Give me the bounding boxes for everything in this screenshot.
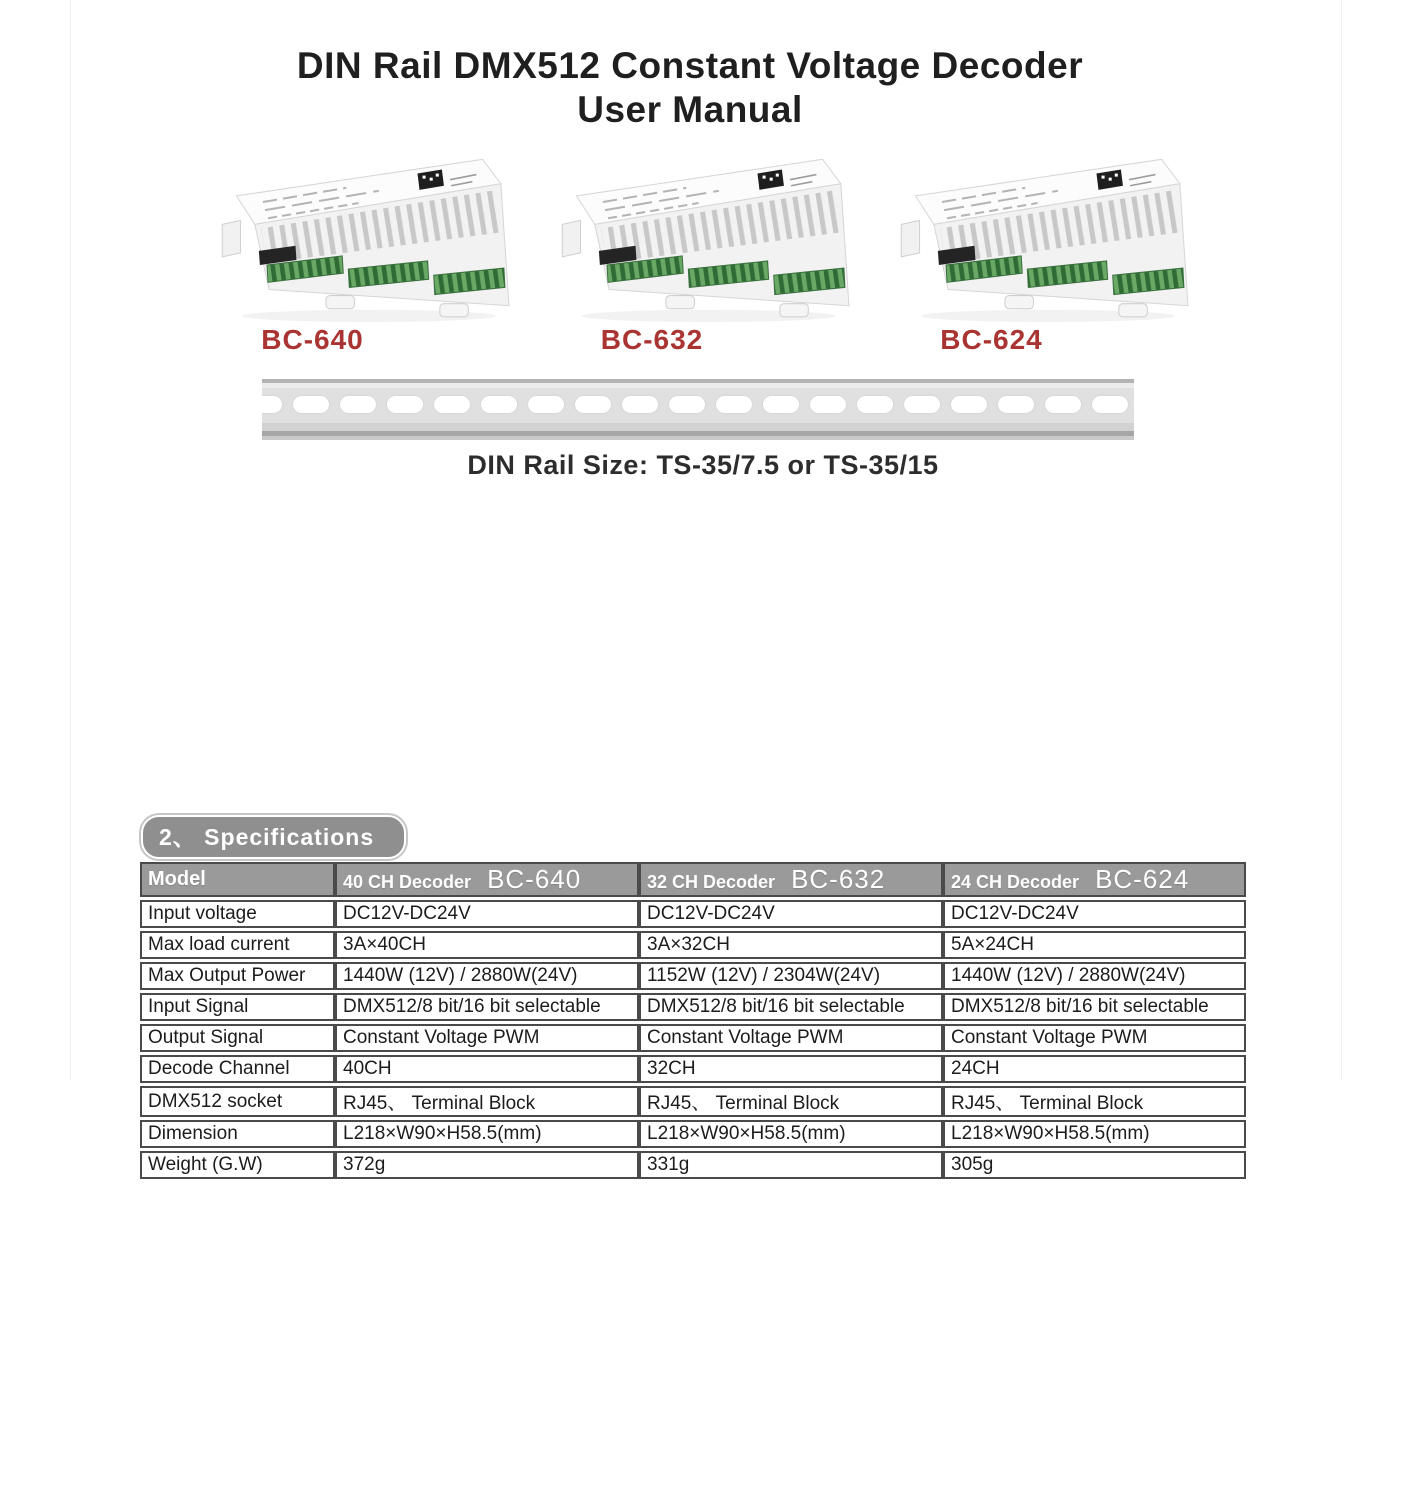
spec-cell: RJ45、 Terminal Block xyxy=(943,1086,1246,1117)
spec-table-body xyxy=(140,900,1246,1179)
spec-cell: Constant Voltage PWM xyxy=(943,1024,1246,1052)
din-rail-slot xyxy=(716,396,752,413)
decoder-device-illustration xyxy=(885,136,1190,326)
product-model-label: BC-624 xyxy=(940,324,1043,355)
specifications-heading: 2、 Specifications xyxy=(141,815,406,859)
spec-cell: 3A×40CH xyxy=(335,931,639,959)
product-bc624 xyxy=(885,136,1190,356)
spec-cell: RJ45、 Terminal Block xyxy=(335,1086,639,1117)
decoder-device-illustration xyxy=(546,136,851,326)
spec-cell: 331g xyxy=(639,1151,943,1179)
decoder-type-label: 32 CH Decoder xyxy=(647,872,776,892)
spec-cell: 32CH xyxy=(639,1055,943,1083)
din-rail-slot xyxy=(340,396,376,413)
spec-cell: 3A×32CH xyxy=(639,931,943,959)
din-rail-slots xyxy=(262,396,1134,413)
spec-row xyxy=(140,1151,1246,1179)
din-rail-slot xyxy=(951,396,987,413)
spec-row xyxy=(140,1120,1246,1148)
din-rail-slot xyxy=(622,396,658,413)
decoder-device-illustration xyxy=(206,136,511,326)
product-model-label: BC-640 xyxy=(261,324,364,355)
din-rail-slot xyxy=(1092,396,1128,413)
decoder-model-name: BC-624 xyxy=(1095,864,1190,894)
spec-row xyxy=(140,1055,1246,1083)
decoder-type-label: 40 CH Decoder xyxy=(343,872,472,892)
spec-row-label: Output Signal xyxy=(140,1024,335,1052)
spec-cell: L218×W90×H58.5(mm) xyxy=(943,1120,1246,1148)
decoder-model-name: BC-632 xyxy=(791,864,886,894)
din-rail-slot xyxy=(669,396,705,413)
spec-cell: 1440W (12V) / 2880W(24V) xyxy=(943,962,1246,990)
spec-header-bc-632 xyxy=(639,862,943,897)
spec-cell: L218×W90×H58.5(mm) xyxy=(335,1120,639,1148)
spec-header-model: Model xyxy=(140,862,335,897)
spec-row xyxy=(140,931,1246,959)
spec-row-label: Dimension xyxy=(140,1120,335,1148)
decoder-model-name: BC-640 xyxy=(487,864,582,894)
spec-cell: 24CH xyxy=(943,1055,1246,1083)
title-line-1: DIN Rail DMX512 Constant Voltage Decoder xyxy=(296,45,1084,86)
spec-cell: 5A×24CH xyxy=(943,931,1246,959)
din-rail-slot xyxy=(481,396,517,413)
spec-cell: DMX512/8 bit/16 bit selectable xyxy=(943,993,1246,1021)
spec-row xyxy=(140,962,1246,990)
spec-cell: DC12V-DC24V xyxy=(335,900,639,928)
specifications-table xyxy=(140,859,1246,1182)
din-rail-slot xyxy=(1045,396,1081,413)
din-rail-slot xyxy=(528,396,564,413)
din-rail-slot xyxy=(293,396,329,413)
din-rail-slot xyxy=(262,396,282,413)
din-rail-slot xyxy=(904,396,940,413)
spec-cell: 40CH xyxy=(335,1055,639,1083)
spec-cell: DC12V-DC24V xyxy=(639,900,943,928)
din-rail-slot xyxy=(434,396,470,413)
product-bc640 xyxy=(206,136,511,356)
spec-cell: RJ45、 Terminal Block xyxy=(639,1086,943,1117)
spec-header-bc-640 xyxy=(335,862,639,897)
spec-row-label: Max Output Power xyxy=(140,962,335,990)
spec-cell: L218×W90×H58.5(mm) xyxy=(639,1120,943,1148)
din-rail-size-caption: DIN Rail Size: TS-35/7.5 or TS-35/15 xyxy=(467,450,939,480)
din-rail-slot xyxy=(857,396,893,413)
din-rail-slot xyxy=(998,396,1034,413)
title-line-2: User Manual xyxy=(577,89,803,130)
spec-cell: DC12V-DC24V xyxy=(943,900,1246,928)
din-rail-slot xyxy=(575,396,611,413)
spec-row xyxy=(140,1086,1246,1117)
spec-header-row xyxy=(140,862,1246,897)
din-rail-slot xyxy=(763,396,799,413)
spec-row-label: Max load current xyxy=(140,931,335,959)
spec-cell: 1152W (12V) / 2304W(24V) xyxy=(639,962,943,990)
spec-cell: 305g xyxy=(943,1151,1246,1179)
din-rail-image xyxy=(262,379,1134,440)
spec-cell: Constant Voltage PWM xyxy=(335,1024,639,1052)
product-images-row xyxy=(206,136,1190,356)
spec-cell: DMX512/8 bit/16 bit selectable xyxy=(639,993,943,1021)
spec-cell: Constant Voltage PWM xyxy=(639,1024,943,1052)
spec-row xyxy=(140,900,1246,928)
spec-row-label: Decode Channel xyxy=(140,1055,335,1083)
page-title xyxy=(0,44,1380,132)
spec-cell: 372g xyxy=(335,1151,639,1179)
spec-row-label: Input voltage xyxy=(140,900,335,928)
product-model-label: BC-632 xyxy=(600,324,704,355)
spec-table-head xyxy=(140,862,1246,897)
decoder-type-label: 24 CH Decoder xyxy=(951,872,1080,892)
spec-row-label: Weight (G.W) xyxy=(140,1151,335,1179)
spec-cell: DMX512/8 bit/16 bit selectable xyxy=(335,993,639,1021)
spec-cell: 1440W (12V) / 2880W(24V) xyxy=(335,962,639,990)
spec-row-label: DMX512 socket xyxy=(140,1086,335,1117)
din-rail-slot xyxy=(387,396,423,413)
din-rail-slot xyxy=(810,396,846,413)
spec-header-bc-624 xyxy=(943,862,1246,897)
spec-row-label: Input Signal xyxy=(140,993,335,1021)
spec-row xyxy=(140,993,1246,1021)
spec-row xyxy=(140,1024,1246,1052)
product-bc632 xyxy=(546,136,851,356)
